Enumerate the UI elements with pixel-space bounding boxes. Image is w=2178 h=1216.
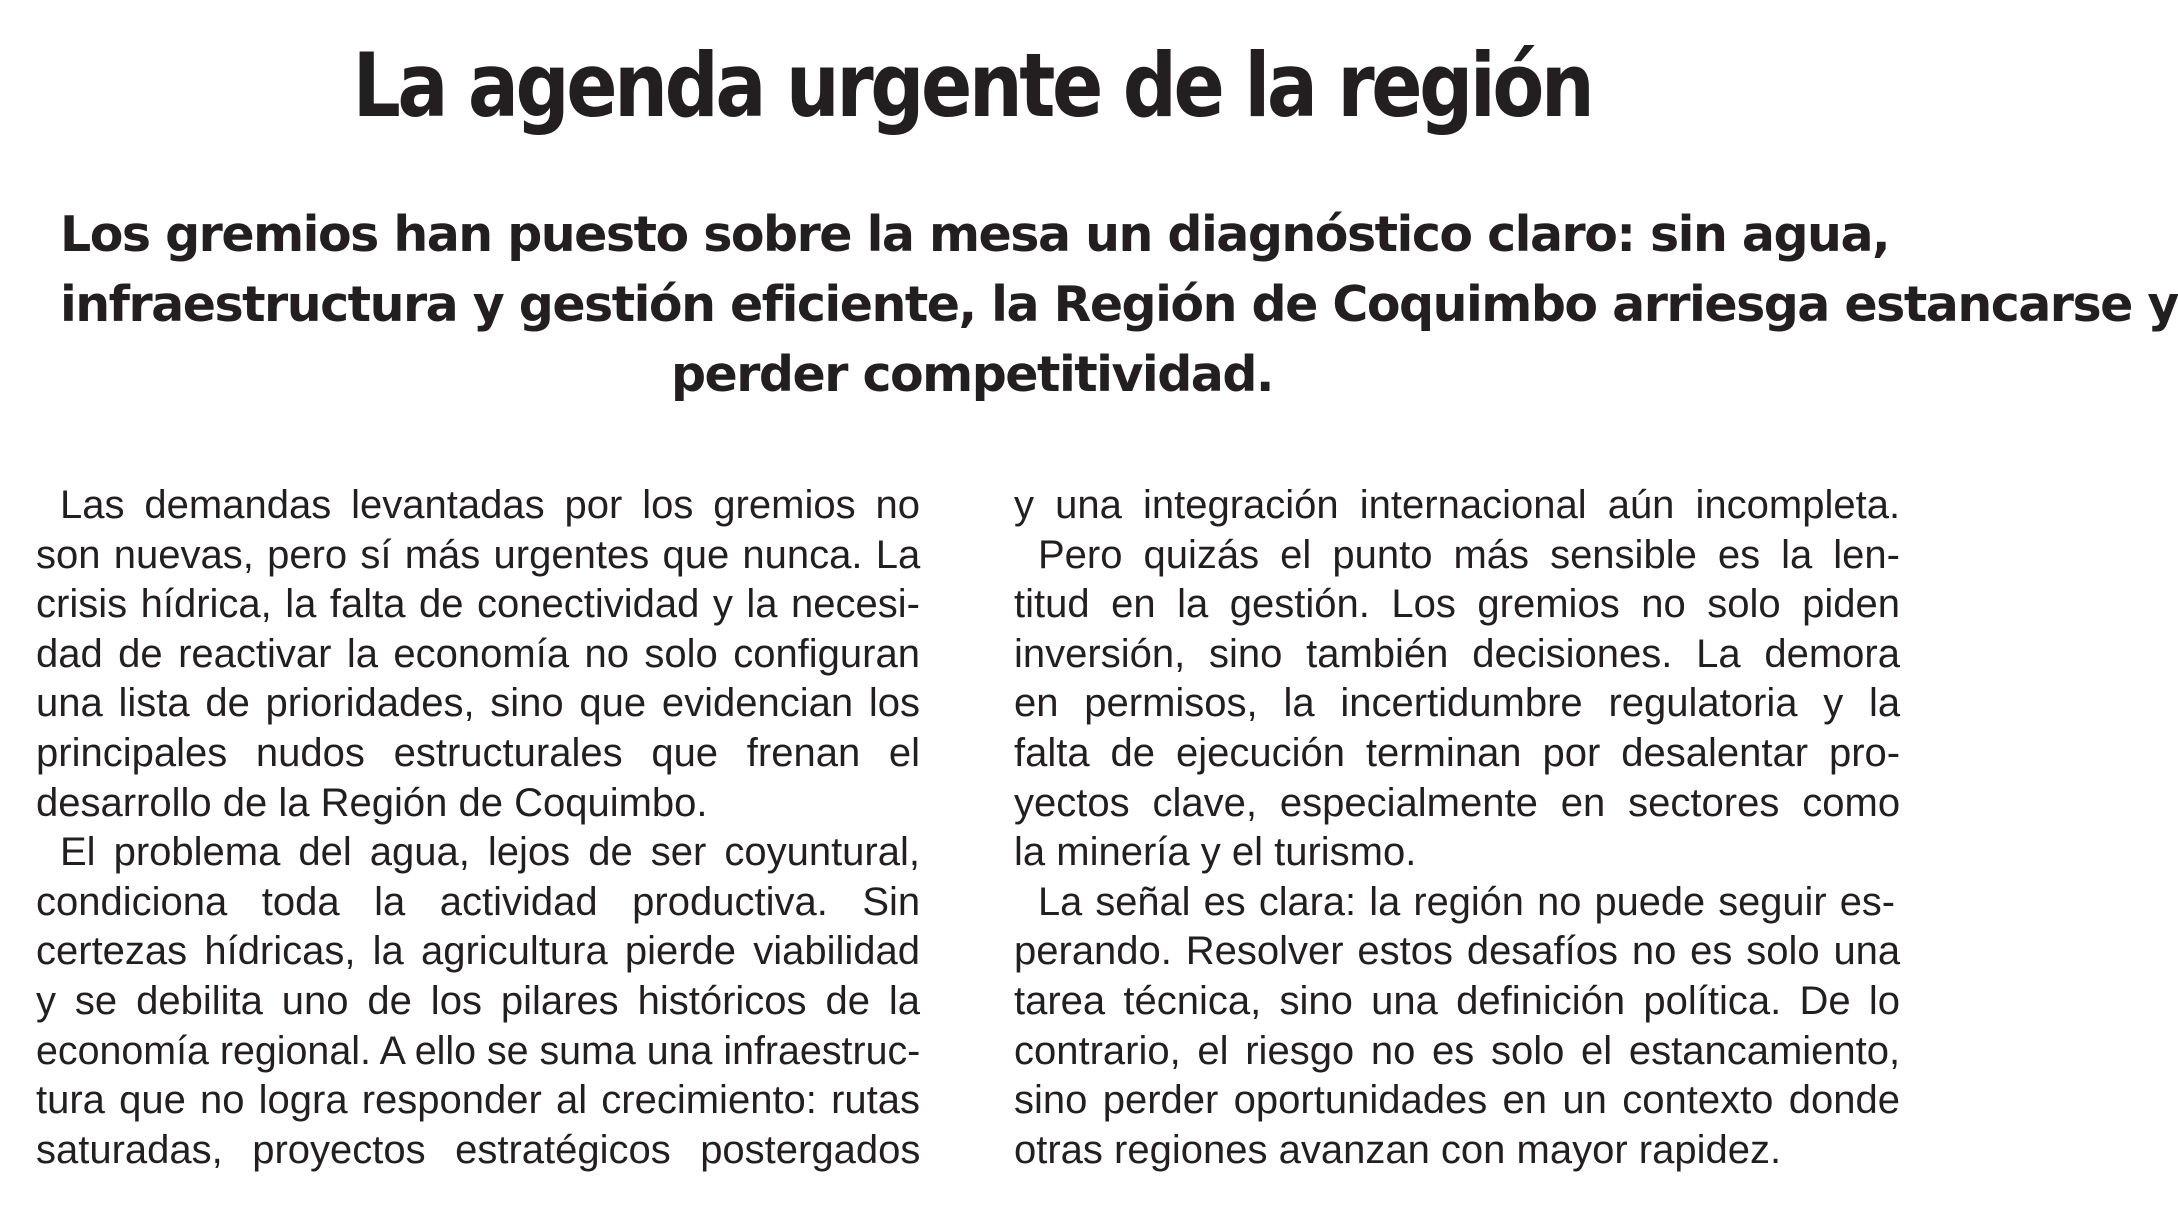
body-line: son nuevas, pero sí más urgentes que nunca. La: [36, 532, 921, 577]
body-line: condiciona toda la actividad productiva. Sin: [36, 879, 921, 924]
body-line: titud en la gestión. Los gremios no solo piden: [1014, 582, 1900, 627]
body-line: en permisos, la incertidumbre regulatoria y la: [1014, 681, 1901, 726]
body-line: El problema del agua, lejos de ser coyuntural,: [60, 830, 920, 875]
body-line: economía regional. A ello se suma una infraestruc-: [36, 1028, 921, 1073]
body-line: desarrollo de la Región de Coquimbo.: [36, 780, 708, 825]
body-line: contrario, el riesgo no es solo el estancamiento,: [1014, 1028, 1901, 1073]
body-line: dad de reactivar la economía no solo configuran: [36, 631, 920, 676]
body-line: Las demandas levantadas por los gremios no: [60, 483, 920, 527]
body-line: Pero quizás el punto más sensible es la len-: [1038, 532, 1900, 577]
body-line: otras regiones avanzan con mayor rapidez.: [1014, 1127, 1782, 1172]
deck-line: perder competitividad.: [670, 346, 1274, 403]
body-line: inversión, sino también decisiones. La demora: [1014, 631, 1900, 676]
body-line: y una integración internacional aún incompleta.: [1014, 483, 1901, 527]
body-line: sino perder oportunidades en un contexto donde: [1014, 1078, 1900, 1123]
headline: La agenda urgente de la región: [352, 34, 1592, 137]
body-line: tarea técnica, sino una definición política. De lo: [1014, 978, 1901, 1023]
deck-line: Los gremios han puesto sobre la mesa un diagnóstico claro: sin agua,: [60, 206, 1890, 263]
body-line: La señal es clara: la región no puede seguir es-: [1038, 879, 1896, 924]
body-column-left: [36, 481, 920, 1175]
deck-line: infraestructura y gestión eficiente, la Región de Coquimbo arriesga estancarse y: [60, 276, 2178, 333]
deck-subheadline: [60, 200, 2178, 410]
body-line: una lista de prioridades, sino que evidencian los: [36, 681, 920, 726]
body-line: crisis hídrica, la falta de conectividad y la necesi-: [36, 582, 920, 627]
body-line: falta de ejecución terminan por desalentar pro-: [1014, 730, 1901, 775]
body-line: saturadas, proyectos estratégicos postergados: [36, 1127, 921, 1172]
body-line: yectos clave, especialmente en sectores como: [1014, 780, 1901, 825]
body-line: y se debilita uno de los pilares históricos de la: [36, 978, 920, 1023]
body-line: tura que no logra responder al crecimiento: rutas: [36, 1078, 920, 1123]
body-line: principales nudos estructurales que frenan el: [36, 730, 921, 775]
body-line: la minería y el turismo.: [1014, 830, 1417, 875]
body-line: certezas hídricas, la agricultura pierde viabilidad: [36, 929, 920, 974]
body-line: perando. Resolver estos desafíos no es solo una: [1014, 929, 1901, 974]
body-column-right: [1014, 481, 1900, 1175]
